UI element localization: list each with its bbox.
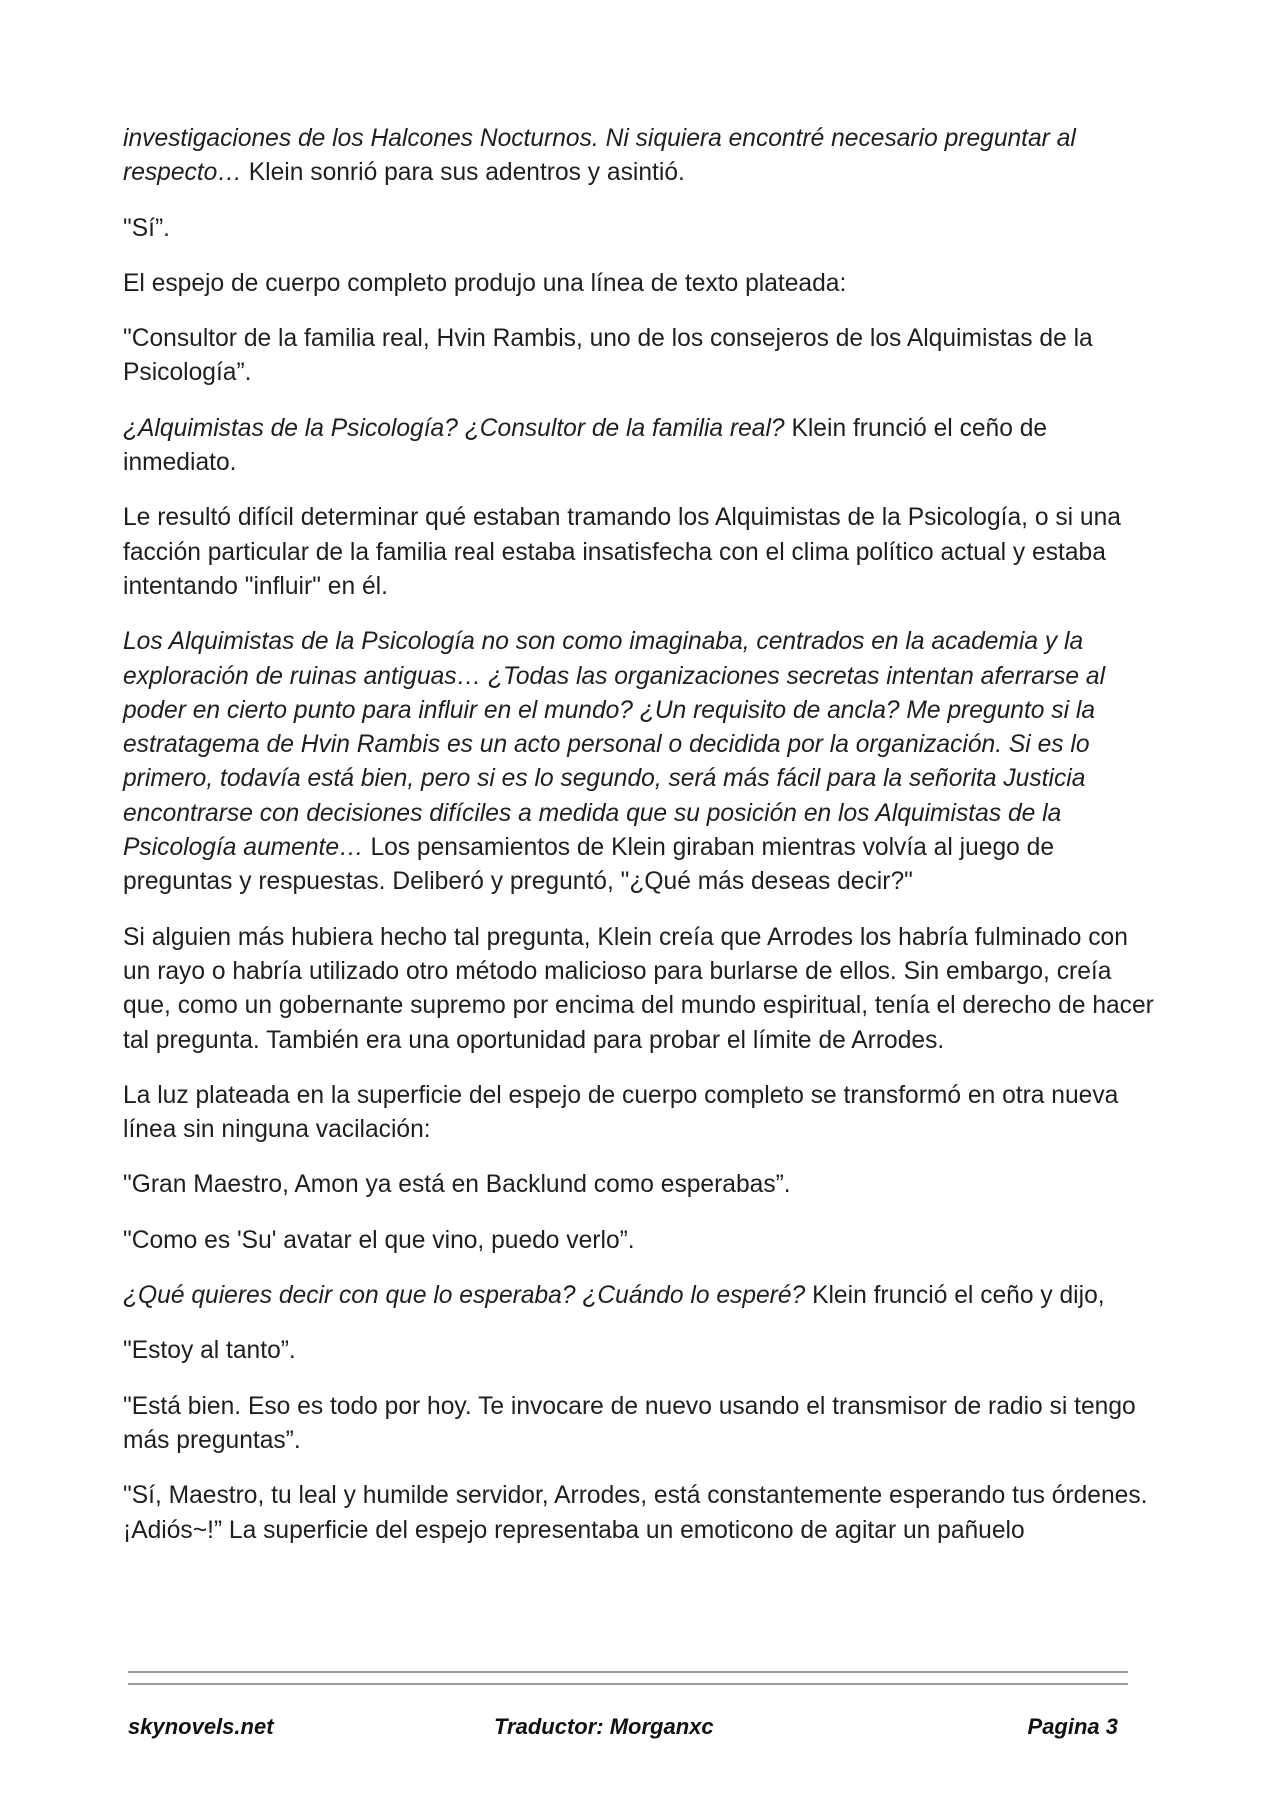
body-text: El espejo de cuerpo completo produjo una línea de texto plateada: [123,269,847,297]
paragraph [123,267,1157,301]
body-text: "Sí”. [123,214,170,242]
body-text: Klein frunció el ceño y dijo, [805,1282,1105,1310]
italic-text: ¿Qué quieres decir con que lo esperaba? ¿Cuándo lo esperé? [123,1282,806,1310]
body-text: "Gran Maestro, Amon ya está en Backlund como esperabas”. [123,1171,791,1199]
footer-site: skynovels.net [128,1714,274,1739]
paragraph [123,122,1157,191]
body-text: Klein frunció el ceño de inmediato. [123,414,1048,477]
paragraph [123,322,1157,391]
body-text: "Consultor de la familia real, Hvin Rambis, uno de los consejeros de los Alquimistas de la Psicología”. [123,325,1093,387]
italic-text: ¿Alquimistas de la Psicología? ¿Consultor de la familia real? [123,414,785,442]
footer-translator: Traductor: Morganxc [494,1714,714,1739]
paragraph [123,1224,1157,1258]
body-text: Klein sonrió para sus adentros y asintió. [241,159,685,187]
document-body [123,122,1157,1569]
body-text: "Como es 'Su' avatar el que vino, puedo verlo”. [123,1226,635,1254]
body-text: Los pensamientos de Klein giraban mientras volvía al juego de preguntas y respuestas. Deliberó y preguntó, "¿Qué más deseas decir?" [123,834,1055,896]
paragraph [123,625,1157,899]
paragraph [123,921,1157,1058]
paragraph [123,212,1157,246]
paragraph [123,1390,1157,1459]
body-text: "Está bien. Eso es todo por hoy. Te invocare de nuevo usando el transmisor de radio si tengo más preguntas”. [123,1392,1136,1454]
italic-text: investigaciones de los Halcones Nocturnos. Ni siquiera encontré necesario preguntar al respecto… [123,125,1076,187]
paragraph [123,501,1157,604]
paragraph [123,1334,1157,1368]
body-text: "Estoy al tanto”. [123,1337,296,1365]
body-text: Si alguien más hubiera hecho tal pregunta, Klein creía que Arrodes los habría fulminado con un rayo o habría utilizado otro método malicioso para burlarse de ellos. Sin embargo, creía que, como un gobernante supremo por encima del mundo espiritual, tenía el derecho de hacer tal pregunta. También era una oportunidad para probar el límite de Arrodes. [123,923,1154,1054]
paragraph [123,1279,1157,1313]
paragraph [123,1168,1157,1202]
italic-text: Los Alquimistas de la Psicología no son como imaginaba, centrados en la academia y la exploración de ruinas antiguas… ¿Todas las organizaciones secretas intentan aferrarse al poder en cierto punto para influir en el mundo? ¿Un requisito de ancla? Me pregunto si la estratagema de Hvin Rambis es un acto personal o decidida por la organización. Si es lo primero, todavía está bien, pero si es lo segundo, será más fácil para la señorita Justicia encontrarse con decisiones difíciles a medida que su posición en los Alquimistas de la Psicología aumente… [123,628,1106,862]
body-text: "Sí, Maestro, tu leal y humilde servidor, Arrodes, está constantemente esperando tus órdenes. ¡Adiós~!” La superficie del espejo representaba un emoticono de agitar un pañuelo [123,1482,1148,1544]
footer-divider-bottom [128,1683,1128,1685]
body-text: Le resultó difícil determinar qué estaban tramando los Alquimistas de la Psicología, o si una facción particular de la familia real estaba insatisfecha con el clima político actual y estaba intentando "influir" en él. [123,504,1121,600]
paragraph [123,1479,1157,1548]
body-text: La luz plateada en la superficie del espejo de cuerpo completo se transformó en otra nueva línea sin ninguna vacilación: [123,1081,1119,1144]
paragraph [123,412,1157,481]
footer-divider-top [128,1671,1128,1673]
footer-page-number: Pagina 3 [1027,1714,1118,1739]
paragraph [123,1079,1157,1148]
